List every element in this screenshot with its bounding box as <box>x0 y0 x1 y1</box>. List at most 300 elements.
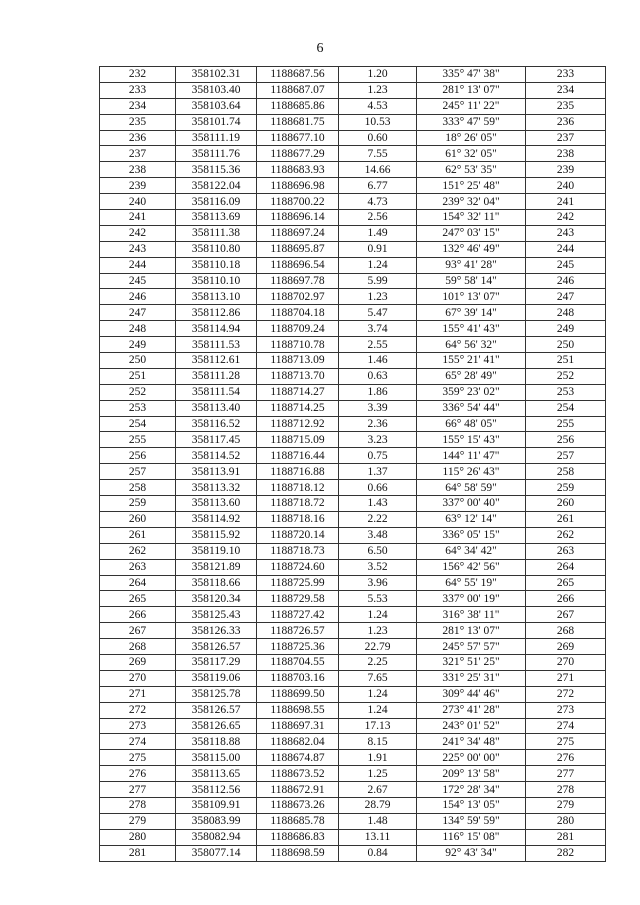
point-number-cell: 256 <box>100 448 176 464</box>
table-row <box>100 559 606 575</box>
table-row <box>100 225 606 241</box>
y-coordinate-cell: 1188716.88 <box>257 464 339 480</box>
next-point-cell: 249 <box>526 321 606 337</box>
next-point-cell: 273 <box>526 702 606 718</box>
table-row <box>100 67 606 83</box>
x-coordinate-cell: 358077.14 <box>176 845 257 861</box>
next-point-cell: 248 <box>526 305 606 321</box>
y-coordinate-cell: 1188712.92 <box>257 416 339 432</box>
distance-cell: 1.24 <box>339 257 417 273</box>
x-coordinate-cell: 358115.92 <box>176 527 257 543</box>
next-point-cell: 265 <box>526 575 606 591</box>
table-row <box>100 496 606 512</box>
distance-cell: 1.23 <box>339 289 417 305</box>
x-coordinate-cell: 358113.69 <box>176 210 257 226</box>
bearing-cell: 245° 57' 57" <box>417 639 526 655</box>
bearing-cell: 156° 42' 56" <box>417 559 526 575</box>
x-coordinate-cell: 358121.89 <box>176 559 257 575</box>
x-coordinate-cell: 358122.04 <box>176 178 257 194</box>
distance-cell: 1.23 <box>339 623 417 639</box>
point-number-cell: 277 <box>100 782 176 798</box>
point-number-cell: 243 <box>100 241 176 257</box>
next-point-cell: 237 <box>526 130 606 146</box>
x-coordinate-cell: 358126.33 <box>176 623 257 639</box>
y-coordinate-cell: 1188698.59 <box>257 845 339 861</box>
distance-cell: 5.47 <box>339 305 417 321</box>
next-point-cell: 278 <box>526 782 606 798</box>
point-number-cell: 251 <box>100 368 176 384</box>
x-coordinate-cell: 358103.40 <box>176 82 257 98</box>
bearing-cell: 154° 13' 05" <box>417 797 526 813</box>
x-coordinate-cell: 358113.40 <box>176 400 257 416</box>
table-row <box>100 575 606 591</box>
coordinates-table <box>99 66 606 862</box>
next-point-cell: 238 <box>526 146 606 162</box>
y-coordinate-cell: 1188672.91 <box>257 782 339 798</box>
point-number-cell: 270 <box>100 670 176 686</box>
point-number-cell: 267 <box>100 623 176 639</box>
x-coordinate-cell: 358115.00 <box>176 750 257 766</box>
distance-cell: 2.36 <box>339 416 417 432</box>
table-row <box>100 82 606 98</box>
next-point-cell: 269 <box>526 639 606 655</box>
point-number-cell: 276 <box>100 766 176 782</box>
table-row <box>100 511 606 527</box>
table-row <box>100 797 606 813</box>
point-number-cell: 265 <box>100 591 176 607</box>
bearing-cell: 59° 58' 14" <box>417 273 526 289</box>
x-coordinate-cell: 358118.66 <box>176 575 257 591</box>
point-number-cell: 232 <box>100 67 176 83</box>
bearing-cell: 316° 38' 11" <box>417 607 526 623</box>
next-point-cell: 241 <box>526 194 606 210</box>
distance-cell: 0.91 <box>339 241 417 257</box>
table-row <box>100 416 606 432</box>
bearing-cell: 132° 46' 49" <box>417 241 526 257</box>
point-number-cell: 266 <box>100 607 176 623</box>
next-point-cell: 239 <box>526 162 606 178</box>
distance-cell: 4.73 <box>339 194 417 210</box>
x-coordinate-cell: 358126.57 <box>176 702 257 718</box>
y-coordinate-cell: 1188686.83 <box>257 829 339 845</box>
table-row <box>100 241 606 257</box>
point-number-cell: 263 <box>100 559 176 575</box>
distance-cell: 5.99 <box>339 273 417 289</box>
y-coordinate-cell: 1188713.09 <box>257 353 339 369</box>
y-coordinate-cell: 1188714.25 <box>257 400 339 416</box>
table-row <box>100 432 606 448</box>
x-coordinate-cell: 358112.86 <box>176 305 257 321</box>
point-number-cell: 245 <box>100 273 176 289</box>
bearing-cell: 337° 00' 19" <box>417 591 526 607</box>
distance-cell: 2.55 <box>339 337 417 353</box>
table-row <box>100 829 606 845</box>
next-point-cell: 250 <box>526 337 606 353</box>
x-coordinate-cell: 358118.88 <box>176 734 257 750</box>
table-row <box>100 813 606 829</box>
bearing-cell: 336° 05' 15" <box>417 527 526 543</box>
table-row <box>100 321 606 337</box>
point-number-cell: 273 <box>100 718 176 734</box>
point-number-cell: 236 <box>100 130 176 146</box>
table-row <box>100 464 606 480</box>
point-number-cell: 250 <box>100 353 176 369</box>
x-coordinate-cell: 358117.45 <box>176 432 257 448</box>
x-coordinate-cell: 358111.38 <box>176 225 257 241</box>
table-row <box>100 146 606 162</box>
y-coordinate-cell: 1188700.22 <box>257 194 339 210</box>
distance-cell: 8.15 <box>339 734 417 750</box>
bearing-cell: 62° 53' 35" <box>417 162 526 178</box>
y-coordinate-cell: 1188715.09 <box>257 432 339 448</box>
x-coordinate-cell: 358110.10 <box>176 273 257 289</box>
bearing-cell: 225° 00' 00" <box>417 750 526 766</box>
distance-cell: 5.53 <box>339 591 417 607</box>
distance-cell: 13.11 <box>339 829 417 845</box>
point-number-cell: 271 <box>100 686 176 702</box>
next-point-cell: 254 <box>526 400 606 416</box>
y-coordinate-cell: 1188725.99 <box>257 575 339 591</box>
y-coordinate-cell: 1188718.16 <box>257 511 339 527</box>
y-coordinate-cell: 1188681.75 <box>257 114 339 130</box>
bearing-cell: 67° 39' 14" <box>417 305 526 321</box>
y-coordinate-cell: 1188699.50 <box>257 686 339 702</box>
page-number: 6 <box>316 41 324 56</box>
next-point-cell: 234 <box>526 82 606 98</box>
bearing-cell: 116° 15' 08" <box>417 829 526 845</box>
point-number-cell: 278 <box>100 797 176 813</box>
x-coordinate-cell: 358111.19 <box>176 130 257 146</box>
next-point-cell: 236 <box>526 114 606 130</box>
next-point-cell: 282 <box>526 845 606 861</box>
x-coordinate-cell: 358113.65 <box>176 766 257 782</box>
distance-cell: 1.23 <box>339 82 417 98</box>
table-row <box>100 114 606 130</box>
bearing-cell: 155° 21' 41" <box>417 353 526 369</box>
next-point-cell: 275 <box>526 734 606 750</box>
table-row <box>100 782 606 798</box>
next-point-cell: 280 <box>526 813 606 829</box>
x-coordinate-cell: 358109.91 <box>176 797 257 813</box>
distance-cell: 1.91 <box>339 750 417 766</box>
distance-cell: 1.24 <box>339 702 417 718</box>
table-row <box>100 305 606 321</box>
table-row <box>100 607 606 623</box>
distance-cell: 3.39 <box>339 400 417 416</box>
next-point-cell: 263 <box>526 543 606 559</box>
bearing-cell: 134° 59' 59" <box>417 813 526 829</box>
next-point-cell: 270 <box>526 654 606 670</box>
point-number-cell: 264 <box>100 575 176 591</box>
bearing-cell: 281° 13' 07" <box>417 623 526 639</box>
bearing-cell: 309° 44' 46" <box>417 686 526 702</box>
next-point-cell: 267 <box>526 607 606 623</box>
table-row <box>100 400 606 416</box>
point-number-cell: 262 <box>100 543 176 559</box>
distance-cell: 28.79 <box>339 797 417 813</box>
point-number-cell: 274 <box>100 734 176 750</box>
table-row <box>100 591 606 607</box>
y-coordinate-cell: 1188727.42 <box>257 607 339 623</box>
next-point-cell: 279 <box>526 797 606 813</box>
next-point-cell: 266 <box>526 591 606 607</box>
y-coordinate-cell: 1188718.73 <box>257 543 339 559</box>
table-row <box>100 448 606 464</box>
bearing-cell: 321° 51' 25" <box>417 654 526 670</box>
distance-cell: 6.50 <box>339 543 417 559</box>
point-number-cell: 242 <box>100 225 176 241</box>
next-point-cell: 271 <box>526 670 606 686</box>
bearing-cell: 333° 47' 59" <box>417 114 526 130</box>
bearing-cell: 243° 01' 52" <box>417 718 526 734</box>
bearing-cell: 64° 58' 59" <box>417 480 526 496</box>
table-row <box>100 194 606 210</box>
y-coordinate-cell: 1188673.52 <box>257 766 339 782</box>
point-number-cell: 238 <box>100 162 176 178</box>
y-coordinate-cell: 1188718.72 <box>257 496 339 512</box>
point-number-cell: 237 <box>100 146 176 162</box>
y-coordinate-cell: 1188720.14 <box>257 527 339 543</box>
bearing-cell: 154° 32' 11" <box>417 210 526 226</box>
bearing-cell: 241° 34' 48" <box>417 734 526 750</box>
distance-cell: 0.75 <box>339 448 417 464</box>
next-point-cell: 258 <box>526 464 606 480</box>
table-row <box>100 639 606 655</box>
y-coordinate-cell: 1188697.31 <box>257 718 339 734</box>
x-coordinate-cell: 358126.57 <box>176 639 257 655</box>
x-coordinate-cell: 358103.64 <box>176 98 257 114</box>
x-coordinate-cell: 358116.52 <box>176 416 257 432</box>
next-point-cell: 247 <box>526 289 606 305</box>
y-coordinate-cell: 1188703.16 <box>257 670 339 686</box>
y-coordinate-cell: 1188713.70 <box>257 368 339 384</box>
point-number-cell: 269 <box>100 654 176 670</box>
x-coordinate-cell: 358111.53 <box>176 337 257 353</box>
y-coordinate-cell: 1188697.78 <box>257 273 339 289</box>
x-coordinate-cell: 358110.80 <box>176 241 257 257</box>
y-coordinate-cell: 1188718.12 <box>257 480 339 496</box>
next-point-cell: 244 <box>526 241 606 257</box>
point-number-cell: 234 <box>100 98 176 114</box>
distance-cell: 1.37 <box>339 464 417 480</box>
x-coordinate-cell: 358114.52 <box>176 448 257 464</box>
distance-cell: 1.24 <box>339 607 417 623</box>
bearing-cell: 155° 15' 43" <box>417 432 526 448</box>
y-coordinate-cell: 1188709.24 <box>257 321 339 337</box>
table-row <box>100 130 606 146</box>
bearing-cell: 66° 48' 05" <box>417 416 526 432</box>
point-number-cell: 257 <box>100 464 176 480</box>
distance-cell: 3.96 <box>339 575 417 591</box>
x-coordinate-cell: 358113.91 <box>176 464 257 480</box>
point-number-cell: 252 <box>100 384 176 400</box>
y-coordinate-cell: 1188683.93 <box>257 162 339 178</box>
bearing-cell: 93° 41' 28" <box>417 257 526 273</box>
table-row <box>100 734 606 750</box>
bearing-cell: 336° 54' 44" <box>417 400 526 416</box>
distance-cell: 1.49 <box>339 225 417 241</box>
point-number-cell: 279 <box>100 813 176 829</box>
x-coordinate-cell: 358110.18 <box>176 257 257 273</box>
x-coordinate-cell: 358125.78 <box>176 686 257 702</box>
bearing-cell: 247° 03' 15" <box>417 225 526 241</box>
table-row <box>100 702 606 718</box>
y-coordinate-cell: 1188687.07 <box>257 82 339 98</box>
y-coordinate-cell: 1188696.98 <box>257 178 339 194</box>
bearing-cell: 273° 41' 28" <box>417 702 526 718</box>
distance-cell: 14.66 <box>339 162 417 178</box>
x-coordinate-cell: 358083.99 <box>176 813 257 829</box>
bearing-cell: 65° 28' 49" <box>417 368 526 384</box>
bearing-cell: 151° 25' 48" <box>417 178 526 194</box>
next-point-cell: 233 <box>526 67 606 83</box>
distance-cell: 3.52 <box>339 559 417 575</box>
x-coordinate-cell: 358111.76 <box>176 146 257 162</box>
y-coordinate-cell: 1188687.56 <box>257 67 339 83</box>
table-row <box>100 623 606 639</box>
point-number-cell: 255 <box>100 432 176 448</box>
point-number-cell: 272 <box>100 702 176 718</box>
y-coordinate-cell: 1188697.24 <box>257 225 339 241</box>
bearing-cell: 18° 26' 05" <box>417 130 526 146</box>
next-point-cell: 235 <box>526 98 606 114</box>
point-number-cell: 235 <box>100 114 176 130</box>
point-number-cell: 239 <box>100 178 176 194</box>
table-row <box>100 353 606 369</box>
point-number-cell: 246 <box>100 289 176 305</box>
y-coordinate-cell: 1188725.36 <box>257 639 339 655</box>
point-number-cell: 253 <box>100 400 176 416</box>
bearing-cell: 115° 26' 43" <box>417 464 526 480</box>
point-number-cell: 275 <box>100 750 176 766</box>
point-number-cell: 233 <box>100 82 176 98</box>
next-point-cell: 245 <box>526 257 606 273</box>
bearing-cell: 64° 56' 32" <box>417 337 526 353</box>
x-coordinate-cell: 358082.94 <box>176 829 257 845</box>
x-coordinate-cell: 358116.09 <box>176 194 257 210</box>
distance-cell: 3.48 <box>339 527 417 543</box>
next-point-cell: 253 <box>526 384 606 400</box>
x-coordinate-cell: 358111.28 <box>176 368 257 384</box>
bearing-cell: 239° 32' 04" <box>417 194 526 210</box>
table-row <box>100 654 606 670</box>
table-row <box>100 273 606 289</box>
point-number-cell: 280 <box>100 829 176 845</box>
x-coordinate-cell: 358119.10 <box>176 543 257 559</box>
distance-cell: 1.25 <box>339 766 417 782</box>
next-point-cell: 240 <box>526 178 606 194</box>
distance-cell: 0.66 <box>339 480 417 496</box>
x-coordinate-cell: 358113.32 <box>176 480 257 496</box>
table-row <box>100 257 606 273</box>
distance-cell: 2.56 <box>339 210 417 226</box>
x-coordinate-cell: 358119.06 <box>176 670 257 686</box>
next-point-cell: 276 <box>526 750 606 766</box>
x-coordinate-cell: 358112.56 <box>176 782 257 798</box>
next-point-cell: 264 <box>526 559 606 575</box>
y-coordinate-cell: 1188704.18 <box>257 305 339 321</box>
bearing-cell: 209° 13' 58" <box>417 766 526 782</box>
point-number-cell: 240 <box>100 194 176 210</box>
y-coordinate-cell: 1188685.86 <box>257 98 339 114</box>
bearing-cell: 101° 13' 07" <box>417 289 526 305</box>
table-row <box>100 845 606 861</box>
distance-cell: 3.23 <box>339 432 417 448</box>
y-coordinate-cell: 1188673.26 <box>257 797 339 813</box>
y-coordinate-cell: 1188696.54 <box>257 257 339 273</box>
x-coordinate-cell: 358117.29 <box>176 654 257 670</box>
point-number-cell: 254 <box>100 416 176 432</box>
y-coordinate-cell: 1188695.87 <box>257 241 339 257</box>
distance-cell: 2.67 <box>339 782 417 798</box>
next-point-cell: 242 <box>526 210 606 226</box>
table-row <box>100 384 606 400</box>
next-point-cell: 261 <box>526 511 606 527</box>
bearing-cell: 335° 47' 38" <box>417 67 526 83</box>
bearing-cell: 64° 34' 42" <box>417 543 526 559</box>
next-point-cell: 262 <box>526 527 606 543</box>
next-point-cell: 259 <box>526 480 606 496</box>
bearing-cell: 155° 41' 43" <box>417 321 526 337</box>
x-coordinate-cell: 358114.94 <box>176 321 257 337</box>
next-point-cell: 274 <box>526 718 606 734</box>
distance-cell: 1.86 <box>339 384 417 400</box>
point-number-cell: 260 <box>100 511 176 527</box>
x-coordinate-cell: 358102.31 <box>176 67 257 83</box>
next-point-cell: 246 <box>526 273 606 289</box>
x-coordinate-cell: 358126.65 <box>176 718 257 734</box>
table-row <box>100 98 606 114</box>
table-body <box>100 67 606 862</box>
x-coordinate-cell: 358101.74 <box>176 114 257 130</box>
distance-cell: 1.20 <box>339 67 417 83</box>
distance-cell: 1.48 <box>339 813 417 829</box>
y-coordinate-cell: 1188710.78 <box>257 337 339 353</box>
y-coordinate-cell: 1188677.10 <box>257 130 339 146</box>
next-point-cell: 260 <box>526 496 606 512</box>
table-row <box>100 766 606 782</box>
bearing-cell: 172° 28' 34" <box>417 782 526 798</box>
next-point-cell: 257 <box>526 448 606 464</box>
y-coordinate-cell: 1188726.57 <box>257 623 339 639</box>
y-coordinate-cell: 1188685.78 <box>257 813 339 829</box>
y-coordinate-cell: 1188698.55 <box>257 702 339 718</box>
point-number-cell: 259 <box>100 496 176 512</box>
bearing-cell: 359° 23' 02" <box>417 384 526 400</box>
distance-cell: 6.77 <box>339 178 417 194</box>
x-coordinate-cell: 358113.60 <box>176 496 257 512</box>
x-coordinate-cell: 358113.10 <box>176 289 257 305</box>
y-coordinate-cell: 1188724.60 <box>257 559 339 575</box>
y-coordinate-cell: 1188682.04 <box>257 734 339 750</box>
y-coordinate-cell: 1188702.97 <box>257 289 339 305</box>
x-coordinate-cell: 358111.54 <box>176 384 257 400</box>
distance-cell: 1.24 <box>339 686 417 702</box>
distance-cell: 3.74 <box>339 321 417 337</box>
table-row <box>100 289 606 305</box>
next-point-cell: 268 <box>526 623 606 639</box>
point-number-cell: 281 <box>100 845 176 861</box>
x-coordinate-cell: 358112.61 <box>176 353 257 369</box>
distance-cell: 7.65 <box>339 670 417 686</box>
next-point-cell: 243 <box>526 225 606 241</box>
bearing-cell: 337° 00' 40" <box>417 496 526 512</box>
table-row <box>100 337 606 353</box>
table-row <box>100 718 606 734</box>
x-coordinate-cell: 358115.36 <box>176 162 257 178</box>
y-coordinate-cell: 1188704.55 <box>257 654 339 670</box>
distance-cell: 0.60 <box>339 130 417 146</box>
